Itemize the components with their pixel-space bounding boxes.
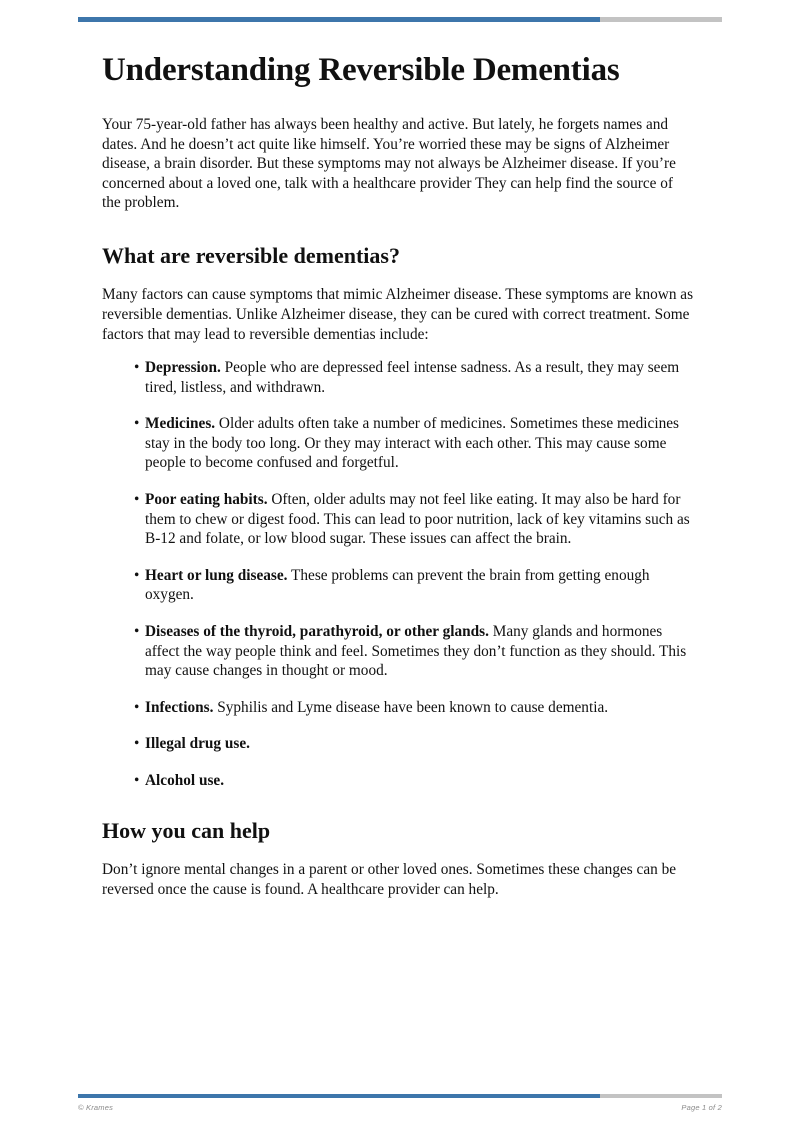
list-item-description: Often, older adults may not feel like eating. It may also be hard for them to chew or digest food. This can lead to poor nutrition, lack of key vitamins such as B-12 and folate, or low blood sugar. These issues can affect the brain.	[145, 491, 690, 548]
list-item-term: Infections.	[145, 698, 214, 716]
list-item-term: Heart or lung disease.	[145, 566, 288, 584]
list-item	[102, 414, 694, 473]
bullet-dot-icon: •	[134, 415, 140, 433]
list-item	[102, 490, 694, 549]
footer-rule-gray-segment	[600, 1094, 722, 1098]
footer-accent-rule	[78, 1094, 722, 1098]
section-heading-how-you-can-help: How you can help	[102, 817, 271, 843]
section-heading-reversible-dementias: What are reversible dementias?	[102, 242, 400, 268]
list-item-term: Diseases of the thyroid, parathyroid, or other glands.	[145, 623, 489, 641]
footer-rule-blue-segment	[78, 1094, 600, 1098]
how-you-can-help-paragraph: Don’t ignore mental changes in a parent or other loved ones. Sometimes these changes can be reversed once the cause is found. A healthcare provider can help.	[102, 860, 677, 898]
list-item-description: Syphilis and Lyme disease have been known to cause dementia.	[213, 698, 609, 716]
document-content	[102, 52, 694, 903]
list-item	[102, 358, 694, 397]
list-item-term: Poor eating habits.	[145, 491, 268, 509]
list-item	[102, 566, 694, 605]
list-item-term: Alcohol use.	[145, 772, 225, 789]
list-item	[102, 622, 694, 681]
header-rule-gray-segment	[600, 17, 722, 22]
footer-page-number: Page 1 of 2	[681, 1103, 722, 1112]
footer-copyright: © Krames	[78, 1103, 114, 1112]
header-accent-rule	[78, 17, 722, 22]
page-title: Understanding Reversible Dementias	[102, 52, 620, 88]
list-item-description: Many glands and hormones affect the way people think and feel. Sometimes they don’t function as they should. This may cause changes in thought or mood.	[145, 623, 687, 680]
bullet-dot-icon: •	[134, 623, 140, 641]
list-item-description: People who are depressed feel intense sadness. As a result, they may seem tired, listless, and withdrawn.	[145, 359, 680, 396]
list-item-term: Medicines.	[145, 415, 216, 433]
list-item	[102, 734, 694, 754]
list-item	[102, 771, 694, 791]
intro-paragraph: Your 75-year-old father has always been healthy and active. But lately, he forgets names and dates. And he doesn’t act quite like himself. You’re worried these may be signs of Alzheimer disease, a brain disorder. But these symptoms may not always be Alzheimer disease. If you’re concerned about a loved one, talk with a healthcare provider They can help find the source of the problem.	[102, 115, 676, 212]
list-item-description: Older adults often take a number of medicines. Sometimes these medicines stay in the body too long. Or they may interact with each other. This may cause some people to become confused and forgetful.	[145, 415, 679, 472]
bullet-dot-icon: •	[134, 735, 140, 753]
bullet-dot-icon: •	[134, 359, 140, 377]
list-item-term: Depression.	[145, 359, 221, 377]
list-item-description: These problems can prevent the brain from getting enough oxygen.	[145, 566, 650, 604]
bullet-dot-icon: •	[134, 491, 140, 509]
list-item-term: Illegal drug use.	[145, 735, 250, 753]
bullet-dot-icon: •	[134, 772, 140, 789]
bullet-dot-icon: •	[134, 698, 140, 716]
header-rule-blue-segment	[78, 17, 600, 22]
bullet-dot-icon: •	[134, 566, 140, 584]
list-item	[102, 698, 694, 718]
reversible-dementias-lead-paragraph: Many factors can cause symptoms that mimic Alzheimer disease. These symptoms are known as reversible dementias. Unlike Alzheimer disease, they can be cured with correct treatment. Some factors that may lead to reversible dementias include:	[102, 286, 694, 343]
reversible-dementia-factor-list	[102, 358, 694, 791]
